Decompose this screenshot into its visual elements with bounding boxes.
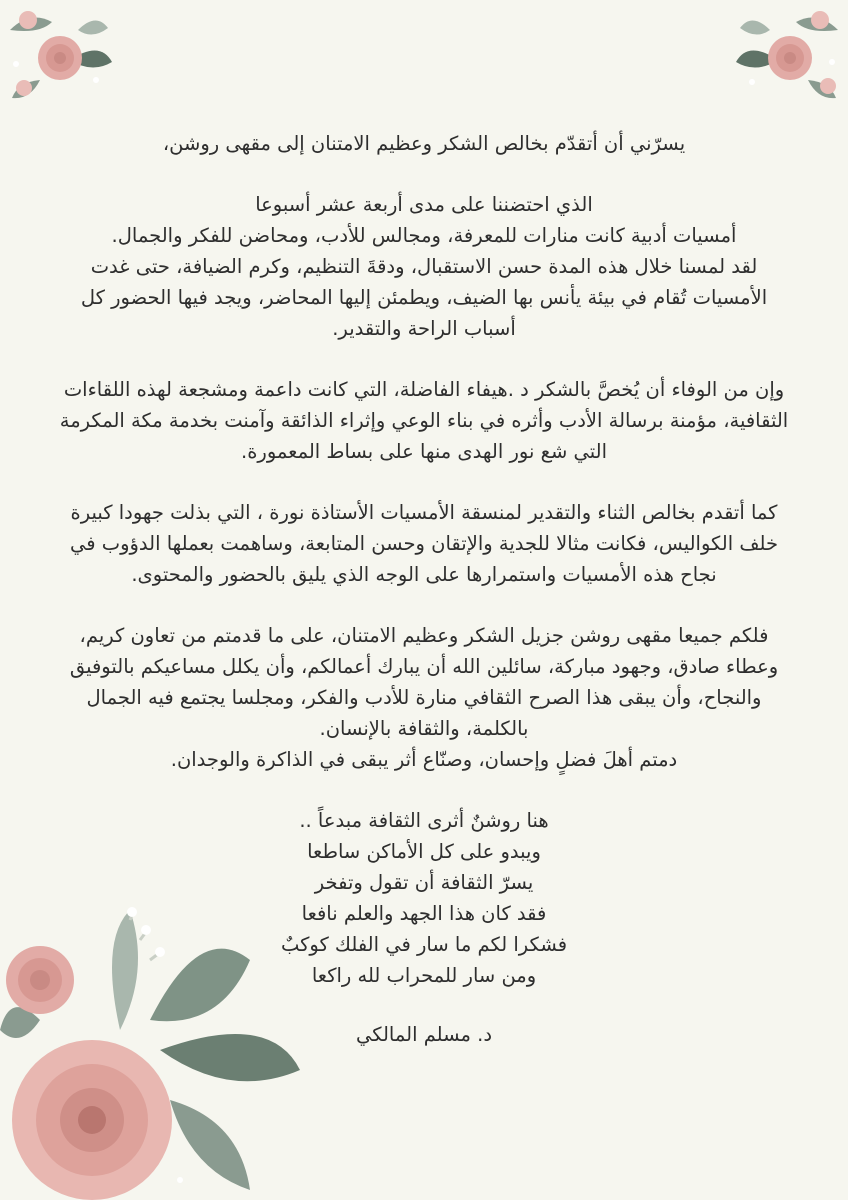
paragraph-line: الذي احتضننا على مدى أربعة عشر أسبوعا <box>255 193 593 216</box>
letter-opening: يسرّني أن أتقدّم بخالص الشكر وعظيم الامتنان إلى مقهى روشن، <box>162 132 686 155</box>
paragraph-line: فلكم جميعا مقهى روشن جزيل الشكر وعظيم الامتنان، على ما قدمتم من تعاون كريم، <box>79 624 769 647</box>
paragraph-line: التي شع نور الهدى منها على بساط المعمورة. <box>241 440 607 463</box>
poem-verse: يسرّ الثقافة أن تقول وتفخر <box>314 871 534 894</box>
paragraph-gratitude <box>30 189 818 344</box>
paragraph-line: أمسيات أدبية كانت منارات للمعرفة، ومجالس للأدب، ومحاضن للفكر والجمال. <box>111 224 737 247</box>
paragraph-line: الأمسيات تُقام في بيئة يأنس بها الضيف، ويطمئن إليها المحاضر، ويجد فيها الحضور كل <box>80 286 768 309</box>
letter-body <box>30 128 818 1050</box>
paragraph-closing <box>30 620 818 775</box>
paragraph-line: كما أتقدم بخالص الثناء والتقدير لمنسقة الأمسيات الأستاذة نورة ، التي بذلت جهودا كبيرة <box>70 501 778 524</box>
poem-verse: ويبدو على كل الأماكن ساطعا <box>307 840 541 863</box>
floral-ornament-top-right <box>728 0 848 110</box>
paragraph-thanks-supporter <box>30 374 818 467</box>
paragraph-line: لقد لمسنا خلال هذه المدة حسن الاستقبال، ودقةَ التنظيم، وكرم الضيافة، حتى غدت <box>90 255 758 278</box>
poem-verse: ومن سار للمحراب لله راكعا <box>311 964 537 987</box>
floral-ornament-top-left <box>0 0 120 110</box>
paragraph-line: وعطاء صادق، وجهود مباركة، سائلين الله أن يبارك أعمالكم، وأن يكلل مساعيكم بالتوفيق <box>69 655 779 678</box>
paragraph-line: أسباب الراحة والتقدير. <box>332 317 516 340</box>
paragraph-line: نجاح هذه الأمسيات واستمرارها على الوجه الذي يليق بالحضور والمحتوى. <box>131 563 717 586</box>
poem-verse: فشكرا لكم ما سار في الفلك كوكبٌ <box>280 933 568 956</box>
paragraph-line: وإن من الوفاء أن يُخصَّ بالشكر د .هيفاء الفاضلة، التي كانت داعمة ومشجعة لهذه اللقاءات <box>63 378 785 401</box>
paragraph-line: دمتم أهلَ فضلٍ وإحسان، وصنّاع أثر يبقى في الذاكرة والوجدان. <box>170 748 678 771</box>
poem <box>30 805 818 991</box>
poem-verse: هنا روشنٌ أثرى الثقافة مبدعاً .. <box>299 809 549 832</box>
paragraph-line: خلف الكواليس، فكانت مثالا للجدية والإتقان وحسن المتابعة، وساهمت بعملها الدؤوب في <box>69 532 779 555</box>
paragraph-line: الثقافية، مؤمنة برسالة الأدب وأثره في بناء الوعي وإثراء الذائقة وآمنت بخدمة مكة المكرمة <box>59 409 789 432</box>
paragraph-line: والنجاح، وأن يبقى هذا الصرح الثقافي منارة للأدب والفكر، ومجلسا يجتمع فيه الجمال <box>86 686 762 709</box>
signature: د. مسلم المالكي <box>355 1023 493 1046</box>
paragraph-thanks-coordinator <box>30 497 818 590</box>
poem-verse: فقد كان هذا الجهد والعلم نافعا <box>301 902 547 925</box>
paragraph-line: بالكلمة، والثقافة بالإنسان. <box>319 717 529 740</box>
